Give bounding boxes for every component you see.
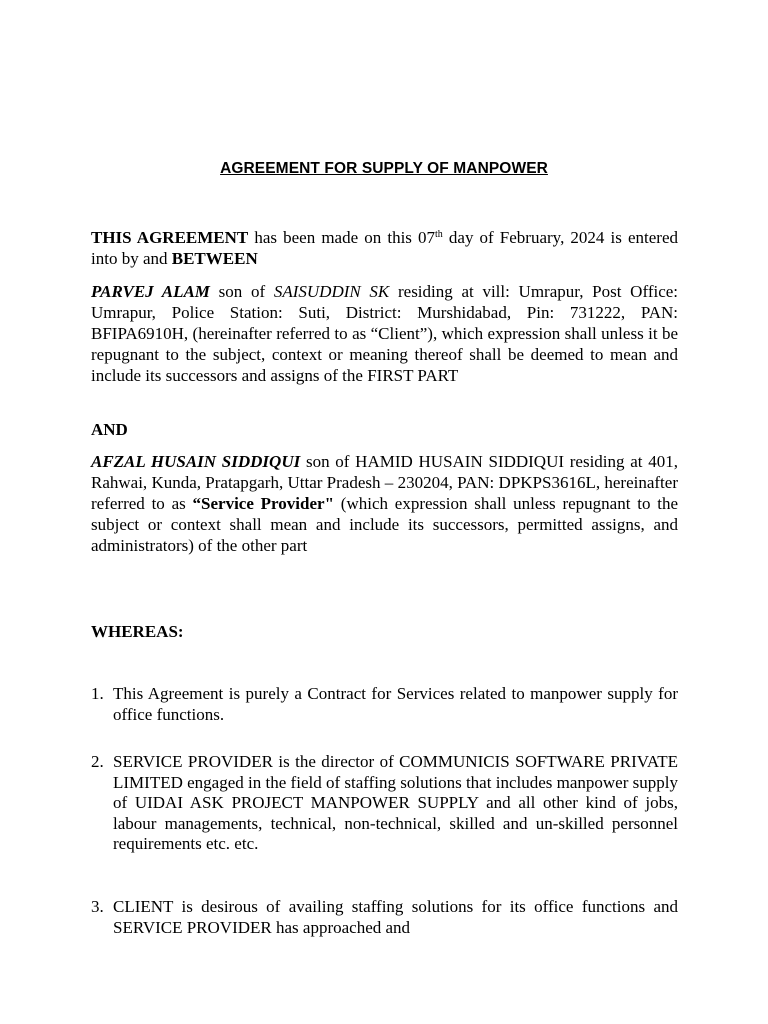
clause-3 <box>91 897 678 938</box>
second-party-name: AFZAL HUSAIN SIDDIQUI <box>91 452 301 471</box>
clause-2 <box>91 752 678 855</box>
second-party-paragraph <box>91 451 678 556</box>
second-party-text-2: (which expression shall unless repugnant to the subject or context shall mean and include its successors, permitted assigns, and administrators) of the other part <box>91 494 678 555</box>
first-party-paragraph <box>91 281 678 386</box>
clause-1 <box>91 684 678 725</box>
service-provider-label: “Service Provider" <box>192 494 335 513</box>
first-party-father: SAISUDDIN SK <box>273 282 390 301</box>
intro-text-2: day of February, 2024 is entered into by and <box>91 228 678 268</box>
and-label: AND <box>91 420 128 439</box>
first-party-details: residing at vill: Umrapur, Post Office: Umrapur, Police Station: Suti, District: Murshidabad, Pin: 731222, PAN: BFIPA6910H, (hereinafter referred to as “Client”), which expression shall unless it be repugnant to the subject, context or meaning thereof shall be deemed to mean and include its successors and assigns of the FIRST PART <box>91 282 679 385</box>
second-party-text-1: son of HAMID HUSAIN SIDDIQUI residing at 401, Rahwai, Kunda, Pratapgarh, Uttar Pradesh – 230204, PAN: DPKPS3616L, hereinafter referred to as <box>91 452 678 513</box>
document-title: AGREEMENT FOR SUPPLY OF MANPOWER <box>220 160 548 177</box>
whereas-label: WHEREAS: <box>91 622 184 641</box>
clause-text: CLIENT is desirous of availing staffing solutions for its office functions and SERVICE PROVIDER has approached and <box>113 897 678 937</box>
intro-paragraph <box>91 227 678 269</box>
first-party-name: PARVEJ ALAM <box>91 282 210 301</box>
clause-text: SERVICE PROVIDER is the director of COMMUNICIS SOFTWARE PRIVATE LIMITED engaged in the field of staffing solutions that includes manpower supply of UIDAI ASK PROJECT MANPOWER SUPPLY and all other kind of jobs, labour managements, technical, non-technical, skilled and un-skilled personnel requirements etc. etc. <box>113 752 678 853</box>
intro-text-1: has been made on this 07 <box>248 228 436 247</box>
clause-number: 1. <box>91 684 104 703</box>
first-party-son-of: son of <box>209 282 274 301</box>
intro-lead: THIS AGREEMENT <box>91 228 249 247</box>
between-label: BETWEEN <box>171 249 258 268</box>
clause-text: This Agreement is purely a Contract for Services related to manpower supply for office functions. <box>113 684 678 724</box>
clause-number: 2. <box>91 752 104 771</box>
clause-number: 3. <box>91 897 104 916</box>
day-suffix: th <box>435 229 443 240</box>
